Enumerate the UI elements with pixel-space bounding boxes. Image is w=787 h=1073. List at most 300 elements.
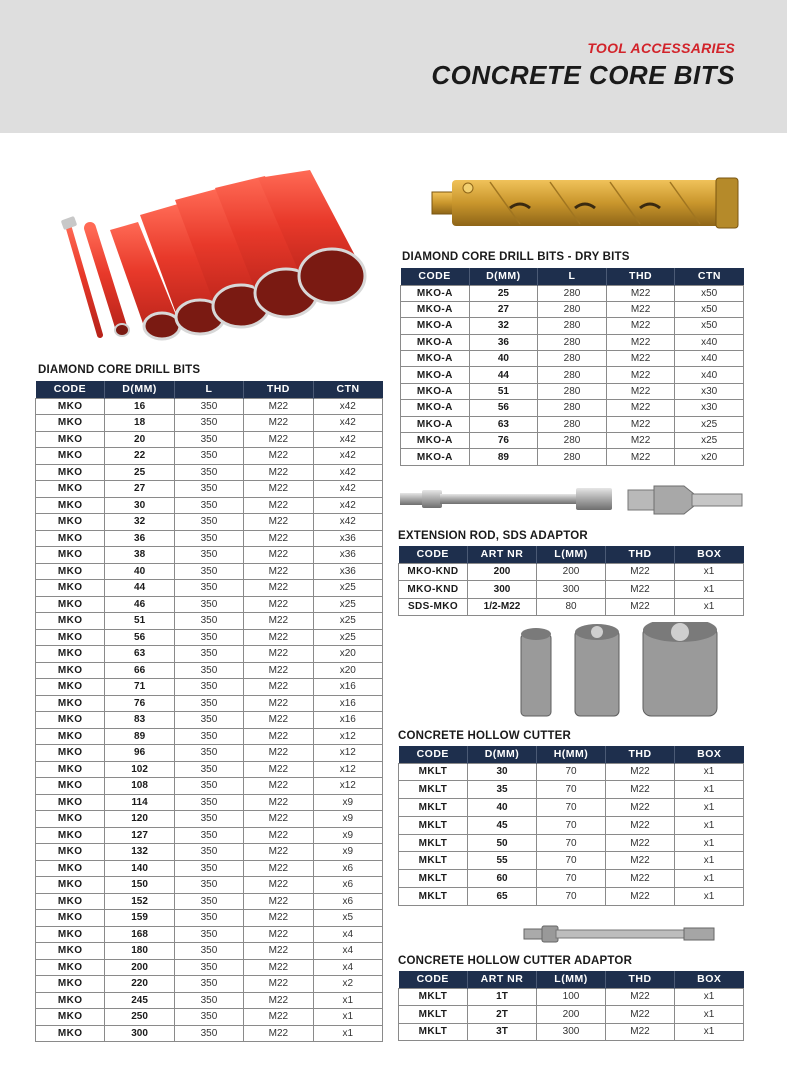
table-cell: 159 (105, 910, 174, 927)
table-cell: MKLT (399, 781, 468, 799)
table-cell: 350 (174, 629, 243, 646)
table-cell: 350 (174, 563, 243, 580)
table-row (36, 910, 383, 927)
table-cell: 350 (174, 794, 243, 811)
table-cell: x1 (675, 799, 744, 817)
table-cell: 25 (469, 285, 538, 301)
table-cell: 51 (105, 613, 174, 630)
table-cell: 280 (538, 449, 607, 465)
table-cell: x42 (313, 448, 382, 465)
table-row (399, 870, 744, 888)
table-cell: 180 (105, 943, 174, 960)
table-cell: MKLT (399, 834, 468, 852)
page-subtitle: TOOL ACCESSARIES (587, 40, 735, 56)
table-cell: M22 (606, 870, 675, 888)
table-cell: M22 (244, 530, 313, 547)
table-row (36, 563, 383, 580)
table-cell: 36 (105, 530, 174, 547)
table-cell: MKO (36, 943, 105, 960)
table-row (36, 1025, 383, 1042)
table-cell: M22 (244, 431, 313, 448)
table-cell: x12 (313, 778, 382, 795)
table-cell: x6 (313, 860, 382, 877)
table-cell: x36 (313, 530, 382, 547)
table-cell: 32 (105, 514, 174, 531)
table-row (36, 596, 383, 613)
table-cell: x1 (675, 834, 744, 852)
table-cell: M22 (606, 1023, 675, 1041)
table-row (36, 877, 383, 894)
table-cell: M22 (606, 988, 675, 1006)
table-row (401, 433, 744, 449)
table-cell: x9 (313, 811, 382, 828)
table-cell: M22 (244, 415, 313, 432)
table-cell: M22 (244, 580, 313, 597)
table-cell: 350 (174, 893, 243, 910)
table-row (401, 351, 744, 367)
table-cell: 76 (105, 695, 174, 712)
table-cell: 350 (174, 712, 243, 729)
table-cell: M22 (244, 563, 313, 580)
table-cell: x1 (313, 1025, 382, 1042)
table-row (36, 860, 383, 877)
table-cell: 350 (174, 728, 243, 745)
table-cell: MKLT (399, 852, 468, 870)
table-cell: 280 (538, 351, 607, 367)
column-header: CODE (401, 268, 470, 285)
table-row (399, 598, 744, 616)
table-cell: M22 (606, 852, 675, 870)
table-cell: MKLT (399, 763, 468, 781)
table-cell: x1 (675, 1023, 744, 1041)
column-header: BOX (675, 971, 744, 988)
table-cell: MKO (36, 497, 105, 514)
table-cell: MKO (36, 464, 105, 481)
table-cell: M22 (606, 581, 675, 599)
table-row (36, 662, 383, 679)
table-cell: 280 (538, 334, 607, 350)
table-row (399, 852, 744, 870)
table-cell: MKO-A (401, 351, 470, 367)
table-cell: x12 (313, 745, 382, 762)
table-cell: 46 (105, 596, 174, 613)
table-cell: M22 (244, 745, 313, 762)
table-row (399, 763, 744, 781)
column-header: THD (606, 546, 675, 563)
table-cell: MKO (36, 514, 105, 531)
extension-rod-image (398, 484, 618, 514)
table-cell: 114 (105, 794, 174, 811)
table-cell: SDS-MKO (399, 598, 468, 616)
table-cell: M22 (606, 400, 675, 416)
table-row (36, 926, 383, 943)
table-cell: 70 (537, 888, 606, 906)
table-cell: 50 (468, 834, 537, 852)
table-cell: 20 (105, 431, 174, 448)
table-cell: M22 (606, 367, 675, 383)
table-cell: MKO (36, 827, 105, 844)
table-header-row (399, 971, 744, 988)
table-cell: 44 (105, 580, 174, 597)
table-cell: MKO (36, 794, 105, 811)
table-cell: 350 (174, 943, 243, 960)
table-cell: x1 (675, 1006, 744, 1024)
table-cell: 63 (105, 646, 174, 663)
table-cell: 100 (537, 988, 606, 1006)
table-cell: x9 (313, 844, 382, 861)
table-cell: 350 (174, 415, 243, 432)
table-cell: x1 (675, 763, 744, 781)
table-cell: x25 (675, 416, 744, 432)
table-cell: M22 (244, 794, 313, 811)
table-cell: x5 (313, 910, 382, 927)
table-cell: 350 (174, 811, 243, 828)
table-cell: 25 (105, 464, 174, 481)
table-cell: x40 (675, 334, 744, 350)
table-cell: x20 (313, 646, 382, 663)
table-cell: M22 (606, 598, 675, 616)
table-row (36, 712, 383, 729)
table-cell: 280 (538, 433, 607, 449)
table-cell: MKLT (399, 1023, 468, 1041)
table-row (36, 761, 383, 778)
table-cell: 280 (538, 400, 607, 416)
extension-title: EXTENSION ROD, SDS ADAPTOR (398, 530, 588, 542)
table-cell: 300 (468, 581, 537, 599)
table-cell: x16 (313, 695, 382, 712)
table-row (401, 383, 744, 399)
table-cell: MKO (36, 415, 105, 432)
table-cell: 76 (469, 433, 538, 449)
table-cell: 80 (537, 598, 606, 616)
table-row (36, 778, 383, 795)
table-row (36, 794, 383, 811)
table-row (36, 497, 383, 514)
table-cell: MKO (36, 926, 105, 943)
table-cell: x20 (313, 662, 382, 679)
table-cell: M22 (244, 679, 313, 696)
table-cell: 350 (174, 778, 243, 795)
table-row (36, 695, 383, 712)
table-cell: 40 (469, 351, 538, 367)
table-cell: 350 (174, 596, 243, 613)
table-cell: 280 (538, 285, 607, 301)
table-cell: M22 (244, 662, 313, 679)
table-cell: 280 (538, 367, 607, 383)
table-row (36, 976, 383, 993)
table-cell: MKO (36, 662, 105, 679)
table-cell: x50 (675, 318, 744, 334)
table-cell: MKO (36, 530, 105, 547)
table-row (36, 745, 383, 762)
column-header: D(MM) (468, 746, 537, 763)
table-cell: 40 (468, 799, 537, 817)
table-cell: 245 (105, 992, 174, 1009)
table-cell: 1T (468, 988, 537, 1006)
table-cell: 70 (537, 816, 606, 834)
table-row (36, 547, 383, 564)
table-row (399, 799, 744, 817)
table-cell: MKO-A (401, 334, 470, 350)
table-cell: 56 (105, 629, 174, 646)
table-cell: 350 (174, 497, 243, 514)
table-cell: x25 (313, 613, 382, 630)
table-cell: 300 (537, 1023, 606, 1041)
table-cell: 280 (538, 301, 607, 317)
column-header: CODE (36, 381, 105, 398)
table-cell: M22 (244, 728, 313, 745)
table-cell: 350 (174, 844, 243, 861)
red-core-bits-image (60, 170, 380, 345)
table-cell: M22 (244, 844, 313, 861)
table-cell: 350 (174, 877, 243, 894)
table-row (36, 629, 383, 646)
table-cell: MKO (36, 712, 105, 729)
table-cell: 350 (174, 398, 243, 415)
table-cell: x4 (313, 959, 382, 976)
table-row (36, 893, 383, 910)
table-cell: 60 (468, 870, 537, 888)
column-header: ART NR (468, 971, 537, 988)
table-cell: M22 (606, 563, 675, 581)
cutter-adaptor-title: CONCRETE HOLLOW CUTTER ADAPTOR (398, 955, 633, 967)
table-cell: MKO (36, 613, 105, 630)
table-cell: M22 (244, 596, 313, 613)
table-cell: x1 (675, 870, 744, 888)
table-cell: x16 (313, 679, 382, 696)
table-cell: x42 (313, 481, 382, 498)
table-cell: 70 (537, 781, 606, 799)
table-row (401, 334, 744, 350)
table-cell: M22 (606, 449, 675, 465)
table-cell: MKO (36, 695, 105, 712)
table-cell: 2T (468, 1006, 537, 1024)
table-cell: x1 (675, 988, 744, 1006)
table-cell: M22 (244, 629, 313, 646)
table-cell: 27 (469, 301, 538, 317)
table-cell: x9 (313, 794, 382, 811)
table-cell: 16 (105, 398, 174, 415)
table-cell: M22 (244, 448, 313, 465)
table-row (36, 398, 383, 415)
table-cell: M22 (606, 1006, 675, 1024)
table-cell: x30 (675, 383, 744, 399)
table-cell: MKO (36, 448, 105, 465)
table-cell: M22 (606, 351, 675, 367)
table-cell: 350 (174, 761, 243, 778)
table-cell: M22 (606, 799, 675, 817)
table-row (401, 449, 744, 465)
table-row (36, 464, 383, 481)
table-row (36, 811, 383, 828)
column-header: THD (244, 381, 313, 398)
table-row (399, 834, 744, 852)
table-cell: x2 (313, 976, 382, 993)
table-cell: M22 (606, 834, 675, 852)
cutter-adaptor-table (398, 971, 744, 1041)
table-cell: 102 (105, 761, 174, 778)
table-cell: MKO (36, 976, 105, 993)
table-cell: 30 (105, 497, 174, 514)
gold-dry-bit-image (430, 172, 742, 234)
table-cell: 350 (174, 827, 243, 844)
table-cell: MKO (36, 745, 105, 762)
table-cell: 51 (469, 383, 538, 399)
table-cell: x6 (313, 893, 382, 910)
table-cell: M22 (606, 383, 675, 399)
table-row (36, 959, 383, 976)
dry-bits-table (400, 268, 744, 466)
core-bits-title: DIAMOND CORE DRILL BITS (38, 364, 201, 376)
table-cell: 200 (468, 563, 537, 581)
table-cell: 70 (537, 834, 606, 852)
table-cell: 140 (105, 860, 174, 877)
table-cell: MKO (36, 431, 105, 448)
table-cell: x16 (313, 712, 382, 729)
table-cell: M22 (606, 816, 675, 834)
table-row (36, 448, 383, 465)
table-row (399, 563, 744, 581)
table-cell: MKLT (399, 1006, 468, 1024)
table-cell: M22 (244, 860, 313, 877)
table-cell: 70 (537, 799, 606, 817)
table-row (399, 988, 744, 1006)
table-cell: 200 (537, 1006, 606, 1024)
table-cell: M22 (606, 763, 675, 781)
column-header: ART NR (468, 546, 537, 563)
table-cell: MKO-A (401, 449, 470, 465)
table-cell: MKO (36, 992, 105, 1009)
table-cell: 120 (105, 811, 174, 828)
table-cell: x42 (313, 514, 382, 531)
table-cell: 350 (174, 992, 243, 1009)
table-cell: M22 (606, 318, 675, 334)
table-row (36, 580, 383, 597)
table-cell: MKO (36, 481, 105, 498)
table-cell: M22 (244, 464, 313, 481)
hollow-cutter-table (398, 746, 744, 906)
cutter-adaptor-image (522, 922, 718, 946)
table-cell: M22 (244, 959, 313, 976)
table-cell: 350 (174, 514, 243, 531)
table-cell: MKO (36, 1025, 105, 1042)
table-cell: 350 (174, 646, 243, 663)
table-cell: x42 (313, 431, 382, 448)
table-cell: MKO (36, 547, 105, 564)
table-cell: 44 (469, 367, 538, 383)
table-row (36, 844, 383, 861)
table-cell: M22 (244, 398, 313, 415)
table-cell: M22 (606, 781, 675, 799)
table-cell: 30 (468, 763, 537, 781)
table-cell: 1/2-M22 (468, 598, 537, 616)
table-cell: M22 (244, 1025, 313, 1042)
table-row (399, 816, 744, 834)
hollow-cutter-image (515, 622, 725, 722)
column-header: D(MM) (469, 268, 538, 285)
table-cell: MKO (36, 728, 105, 745)
table-row (399, 1006, 744, 1024)
table-cell: MKO (36, 959, 105, 976)
table-cell: 150 (105, 877, 174, 894)
table-cell: x12 (313, 728, 382, 745)
table-cell: 350 (174, 1009, 243, 1026)
table-cell: 70 (537, 870, 606, 888)
table-cell: M22 (244, 877, 313, 894)
table-cell: x42 (313, 415, 382, 432)
table-cell: x25 (313, 580, 382, 597)
table-row (401, 285, 744, 301)
table-cell: M22 (244, 943, 313, 960)
table-row (36, 992, 383, 1009)
table-cell: 350 (174, 662, 243, 679)
table-cell: x36 (313, 563, 382, 580)
table-cell: 70 (537, 763, 606, 781)
table-cell: 350 (174, 613, 243, 630)
table-cell: M22 (244, 481, 313, 498)
table-cell: M22 (244, 778, 313, 795)
table-cell: 63 (469, 416, 538, 432)
table-cell: MKO-KND (399, 581, 468, 599)
table-cell: 83 (105, 712, 174, 729)
table-cell: 350 (174, 695, 243, 712)
table-cell: x50 (675, 285, 744, 301)
table-cell: x20 (675, 449, 744, 465)
table-cell: x1 (675, 852, 744, 870)
table-cell: 350 (174, 959, 243, 976)
table-cell: MKO (36, 811, 105, 828)
table-cell: 108 (105, 778, 174, 795)
table-cell: 350 (174, 976, 243, 993)
table-cell: 66 (105, 662, 174, 679)
table-cell: 350 (174, 431, 243, 448)
column-header: CTN (313, 381, 382, 398)
table-cell: M22 (244, 547, 313, 564)
table-cell: MKLT (399, 988, 468, 1006)
table-cell: MKO-A (401, 383, 470, 399)
table-cell: M22 (244, 646, 313, 663)
table-cell: x1 (675, 816, 744, 834)
table-cell: 350 (174, 910, 243, 927)
table-cell: x25 (313, 596, 382, 613)
table-row (36, 646, 383, 663)
table-cell: 350 (174, 464, 243, 481)
table-cell: 18 (105, 415, 174, 432)
column-header: H(MM) (537, 746, 606, 763)
table-cell: 350 (174, 745, 243, 762)
table-cell: MKO (36, 596, 105, 613)
table-cell: M22 (244, 827, 313, 844)
table-cell: x50 (675, 301, 744, 317)
table-cell: 350 (174, 679, 243, 696)
table-cell: x4 (313, 926, 382, 943)
page-header (0, 0, 787, 133)
table-cell: M22 (606, 433, 675, 449)
table-cell: M22 (244, 613, 313, 630)
table-row (399, 1023, 744, 1041)
table-cell: M22 (244, 761, 313, 778)
table-cell: 45 (468, 816, 537, 834)
table-cell: x42 (313, 398, 382, 415)
table-cell: x12 (313, 761, 382, 778)
table-cell: 56 (469, 400, 538, 416)
column-header: CODE (399, 546, 468, 563)
table-cell: MKLT (399, 870, 468, 888)
table-cell: x1 (675, 581, 744, 599)
table-cell: 200 (537, 563, 606, 581)
table-cell: MKO-KND (399, 563, 468, 581)
table-row (401, 400, 744, 416)
